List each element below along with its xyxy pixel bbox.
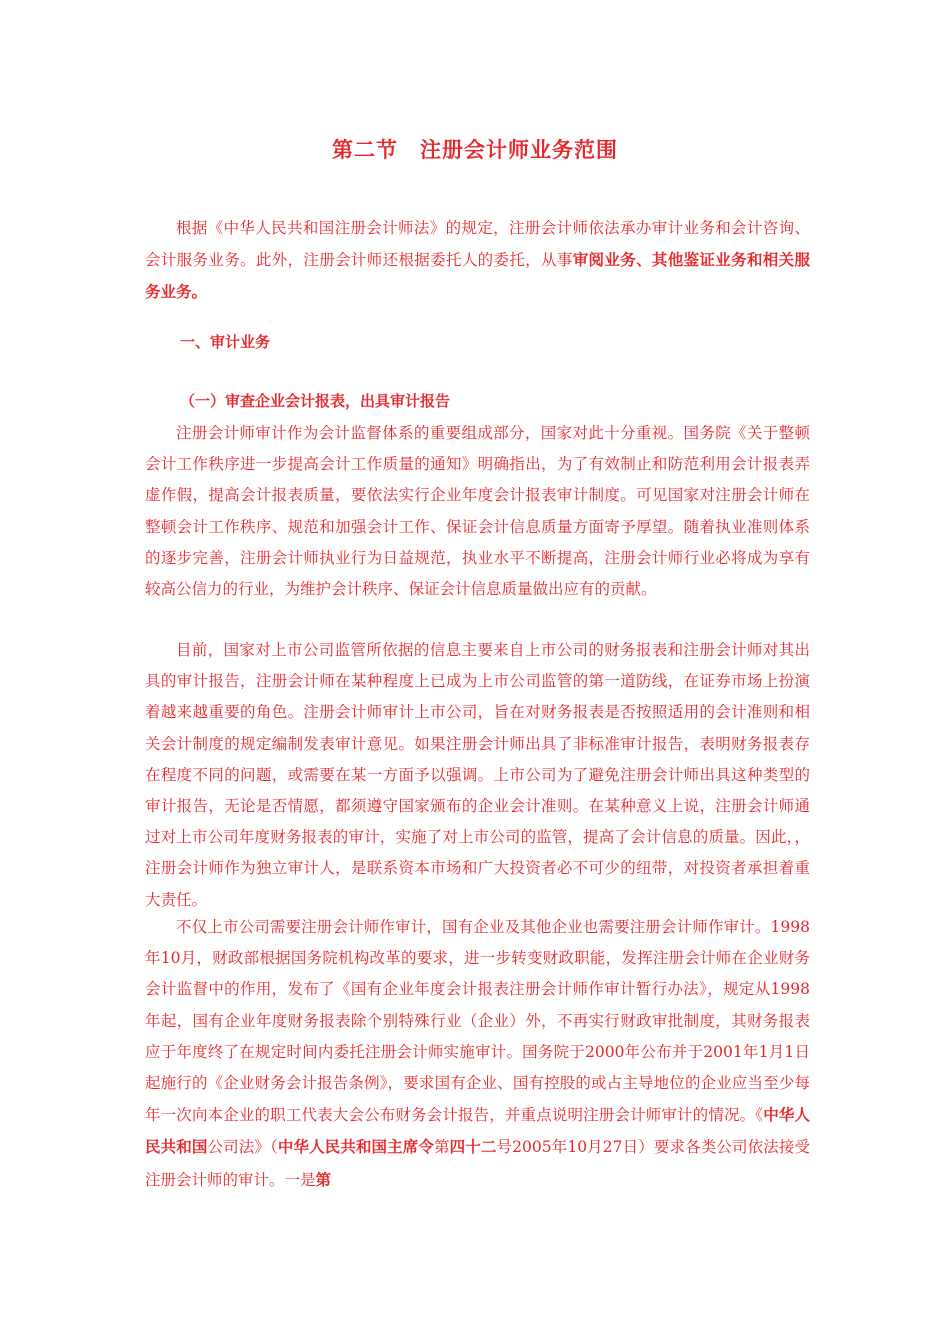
para3-bold-4: 第 xyxy=(315,1169,332,1189)
para3-text-2: 公司法》（ xyxy=(207,1138,278,1157)
para3-bold-3: 四十二 xyxy=(449,1137,497,1157)
intro-text: 根据《中华人民共和国注册会计师法》的规定，注册会计师依法承办审计业务和会计咨询、会计服务业务。此外，注册会计师还根据委托人的委托，从事 xyxy=(145,219,810,270)
para3-text-4: 号2005年10月27日）要求各类公司依法接受注册会计师的审计。一是 xyxy=(145,1138,810,1189)
paragraph-2: 目前，国家对上市公司监管所依据的信息主要来自上市公司的财务报表和注册会计师对其出具的审计报告，注册会计师在某种程度上已成为上市公司监管的第一道防线，在证券市场上扮演着越来越重要的角色。注册会计师审计上市公司，旨在对财务报表是否按照适用的会计准则和相关会计制度的规定编制发表审计意见。如果注册会计师出具了非标准审计报告，表明财务报表存在程度不同的问题，或需要在某一方面予以强调。上市公司为了避免注册会计师出具这种类型的审计报告，无论是否情愿，都须遵守国家颁布的企业会计准则。在某种意义上说，注册会计师通过对上市公司年度财务报表的审计，实施了对上市公司的监管，提高了会计信息的质量。因此，，注册会计师作为独立审计人，是联系资本市场和广大投资者必不可少的纽带，对投资者承担着重大责任。 xyxy=(145,641,810,909)
paragraph-3 xyxy=(145,912,810,1196)
subsection-heading-review-reports: （一）审查企业会计报表，出具审计报告 xyxy=(180,392,451,410)
page-title: 第二节 注册会计师业务范围 xyxy=(332,137,618,162)
paragraph-1: 注册会计师审计作为会计监督体系的重要组成部分，国家对此十分重视。国务院《关于整顿会计工作秩序进一步提高会计工作质量的通知》明确指出，为了有效制止和防范利用会计报表弄虚作假，提高会计报表质量，要依法实行企业年度会计报表审计制度。可见国家对注册会计师在整顿会计工作秩序、规范和加强会计工作、保证会计信息质量方面寄予厚望。随着执业准则体系的逐步完善，注册会计师执业行为日益规范，执业水平不断提高，注册会计师行业必将成为享有较高公信力的行业，为维护会计秩序、保证会计信息质量做出应有的贡献。 xyxy=(145,424,810,599)
intro-paragraph xyxy=(145,213,810,309)
intro-bold-text: 审阅业务、其他鉴证业务和相关服务业务。 xyxy=(145,250,810,302)
para3-text-3: 第 xyxy=(434,1138,450,1157)
para3-text-1: 不仅上市公司需要注册会计师作审计，国有企业及其他企业也需要注册会计师作审计。1998年10月，财政部根据国务院机构改革的要求，进一步转变财政职能，发挥注册会计师在企业财务会计监督中的作用，发布了《国有企业年度会计报表注册会计师作审计暂行办法》，规定从1998年起，国有企业年度财务报表除个别特殊行业（企业）外，不再实行财政审批制度，其财务报表应于年度终了在规定时间内委托注册会计师实施审计。国务院于2000年公布并于2001年1月1日起施行的《企业财务会计报告条例》，要求国有企业、国有控股的或占主导地位的企业应当至少每年一次向本企业的职工代表大会公布财务会计报告，并重点说明注册会计师审计的情况。《 xyxy=(145,918,810,1125)
para3-bold-2: 中华人民共和国主席令 xyxy=(277,1137,435,1157)
section-heading-audit: 一、审计业务 xyxy=(180,333,271,351)
para3-bold-1: 中华人民共和国 xyxy=(145,1105,810,1157)
